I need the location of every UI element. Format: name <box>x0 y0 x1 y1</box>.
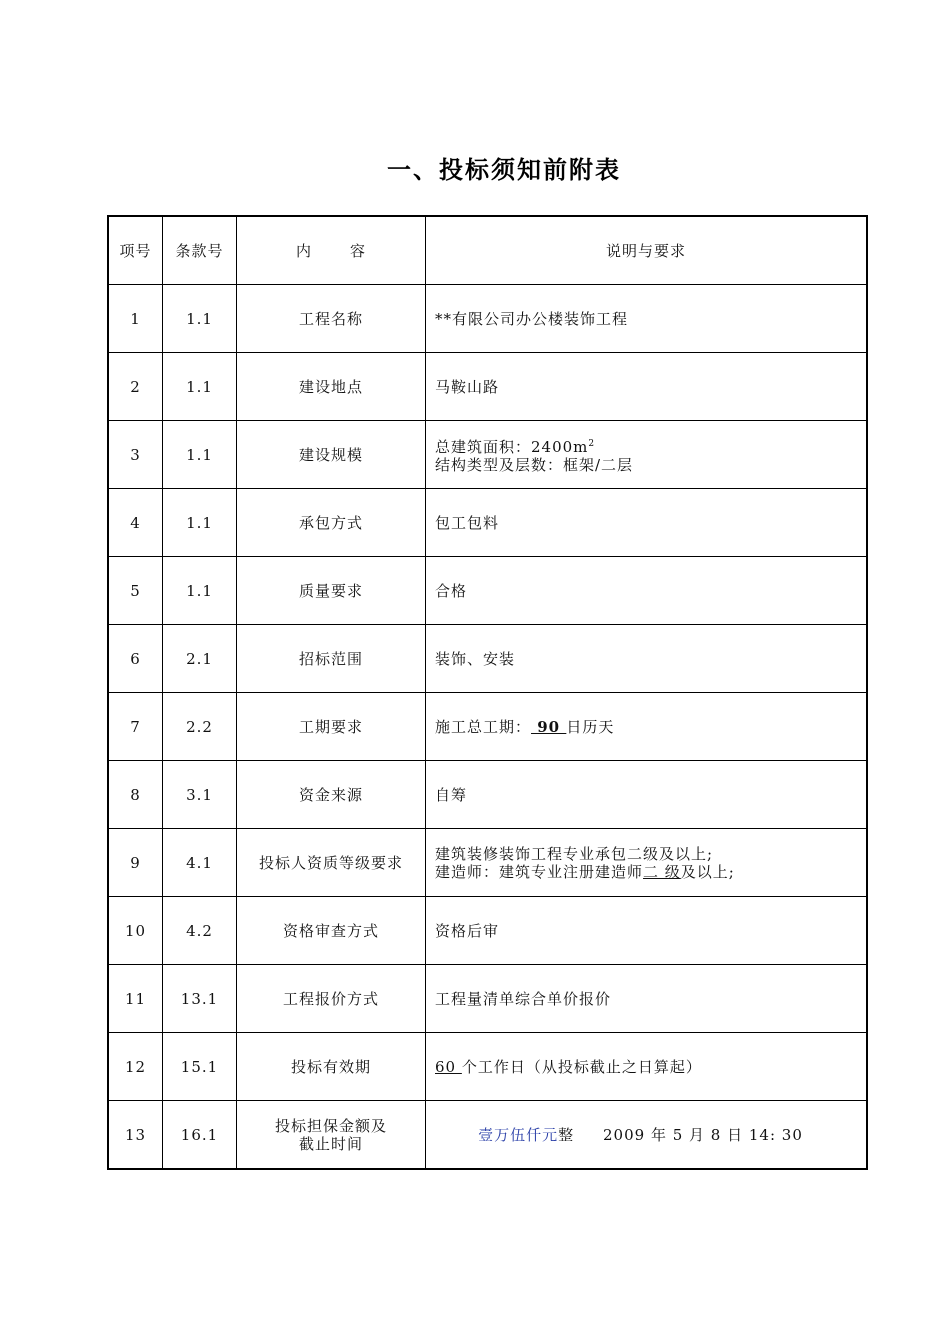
header-content-b: 容 <box>350 242 367 260</box>
table-row <box>108 1101 867 1170</box>
table-row <box>108 353 867 421</box>
row-content: 建设规模 <box>237 421 426 489</box>
row-no: 12 <box>108 1033 163 1101</box>
table-row <box>108 557 867 625</box>
table-row <box>108 489 867 557</box>
requirements-table <box>107 215 868 1170</box>
row-clause: 13.1 <box>163 965 237 1033</box>
row-content: 质量要求 <box>237 557 426 625</box>
validity-days: 60 <box>435 1057 462 1076</box>
header-no: 项号 <box>108 216 163 285</box>
row-clause: 3.1 <box>163 761 237 829</box>
row-clause: 1.1 <box>163 489 237 557</box>
page-title: 一、投标须知前附表 <box>387 156 621 184</box>
row-clause: 1.1 <box>163 557 237 625</box>
row-desc <box>426 1101 868 1170</box>
row-clause: 4.1 <box>163 829 237 897</box>
row-content: 资金来源 <box>237 761 426 829</box>
scale-desc <box>435 435 633 474</box>
row-clause: 4.2 <box>163 897 237 965</box>
row-content: 建设地点 <box>237 353 426 421</box>
area-unit-sup: 2 <box>588 439 596 449</box>
duration-suffix: 日历天 <box>566 717 615 736</box>
duration-value: 90 <box>531 717 567 736</box>
deposit-amount-suffix: 整 <box>558 1125 575 1144</box>
qualification-grade: 二 级 <box>643 862 681 881</box>
row-no: 3 <box>108 421 163 489</box>
row-content: 工程名称 <box>237 285 426 353</box>
table-row <box>108 693 867 761</box>
table-row <box>108 625 867 693</box>
table-row <box>108 285 867 353</box>
row-no: 5 <box>108 557 163 625</box>
qualification-line2-prefix: 建造师：建筑专业注册建造师 <box>435 862 644 881</box>
table-row <box>108 897 867 965</box>
row-desc: 包工包料 <box>426 489 868 557</box>
row-clause: 1.1 <box>163 421 237 489</box>
table-row <box>108 829 867 897</box>
row-clause: 2.2 <box>163 693 237 761</box>
row-clause: 2.1 <box>163 625 237 693</box>
validity-suffix: 个工作日（从投标截止之日算起） <box>461 1057 702 1076</box>
header-clause: 条款号 <box>163 216 237 285</box>
deposit-amount: 壹万伍仟元 <box>478 1125 559 1144</box>
row-desc: 马鞍山路 <box>426 353 868 421</box>
row-desc: 装饰、安装 <box>426 625 868 693</box>
qualification-desc <box>435 845 735 881</box>
row-no: 8 <box>108 761 163 829</box>
row-desc <box>426 1033 868 1101</box>
row-desc: 资格后审 <box>426 897 868 965</box>
header-content-a: 内 <box>295 242 312 260</box>
row-no: 7 <box>108 693 163 761</box>
row-no: 6 <box>108 625 163 693</box>
structure-text: 结构类型及层数：框架/二层 <box>435 456 634 474</box>
row-content: 承包方式 <box>237 489 426 557</box>
row-desc: 合格 <box>426 557 868 625</box>
header-desc: 说明与要求 <box>426 216 868 285</box>
table-row <box>108 421 867 489</box>
area-text: 总建筑面积：2400m <box>435 438 589 456</box>
row-desc <box>426 421 868 489</box>
table-row <box>108 761 867 829</box>
qualification-line2-suffix: 及以上; <box>680 862 735 881</box>
header-content <box>237 216 426 285</box>
row-no: 10 <box>108 897 163 965</box>
deposit-deadline: 2009 年 5 月 8 日 14: 30 <box>603 1125 803 1144</box>
duration-prefix: 施工总工期： <box>435 717 532 736</box>
table-header-row <box>108 216 867 285</box>
deposit-label-line1: 投标担保金额及 <box>274 1116 387 1135</box>
qualification-line1: 建筑装修装饰工程专业承包二级及以上; <box>435 844 714 863</box>
row-desc: 工程量清单综合单价报价 <box>426 965 868 1033</box>
row-no: 11 <box>108 965 163 1033</box>
table-row <box>108 965 867 1033</box>
row-no: 9 <box>108 829 163 897</box>
row-desc <box>426 829 868 897</box>
row-content: 招标范围 <box>237 625 426 693</box>
row-no: 4 <box>108 489 163 557</box>
row-content: 投标有效期 <box>237 1033 426 1101</box>
row-content: 工期要求 <box>237 693 426 761</box>
row-clause: 1.1 <box>163 285 237 353</box>
deposit-label-line2: 截止时间 <box>298 1134 363 1153</box>
row-content: 投标人资质等级要求 <box>237 829 426 897</box>
row-no: 1 <box>108 285 163 353</box>
row-clause: 16.1 <box>163 1101 237 1170</box>
row-desc: 自筹 <box>426 761 868 829</box>
row-content <box>237 1101 426 1170</box>
row-content: 资格审查方式 <box>237 897 426 965</box>
row-desc: **有限公司办公楼装饰工程 <box>426 285 868 353</box>
row-desc <box>426 693 868 761</box>
row-no: 2 <box>108 353 163 421</box>
row-no: 13 <box>108 1101 163 1170</box>
row-clause: 1.1 <box>163 353 237 421</box>
row-clause: 15.1 <box>163 1033 237 1101</box>
row-content: 工程报价方式 <box>237 965 426 1033</box>
table-row <box>108 1033 867 1101</box>
deposit-label <box>275 1117 387 1153</box>
deposit-desc <box>435 1126 866 1144</box>
